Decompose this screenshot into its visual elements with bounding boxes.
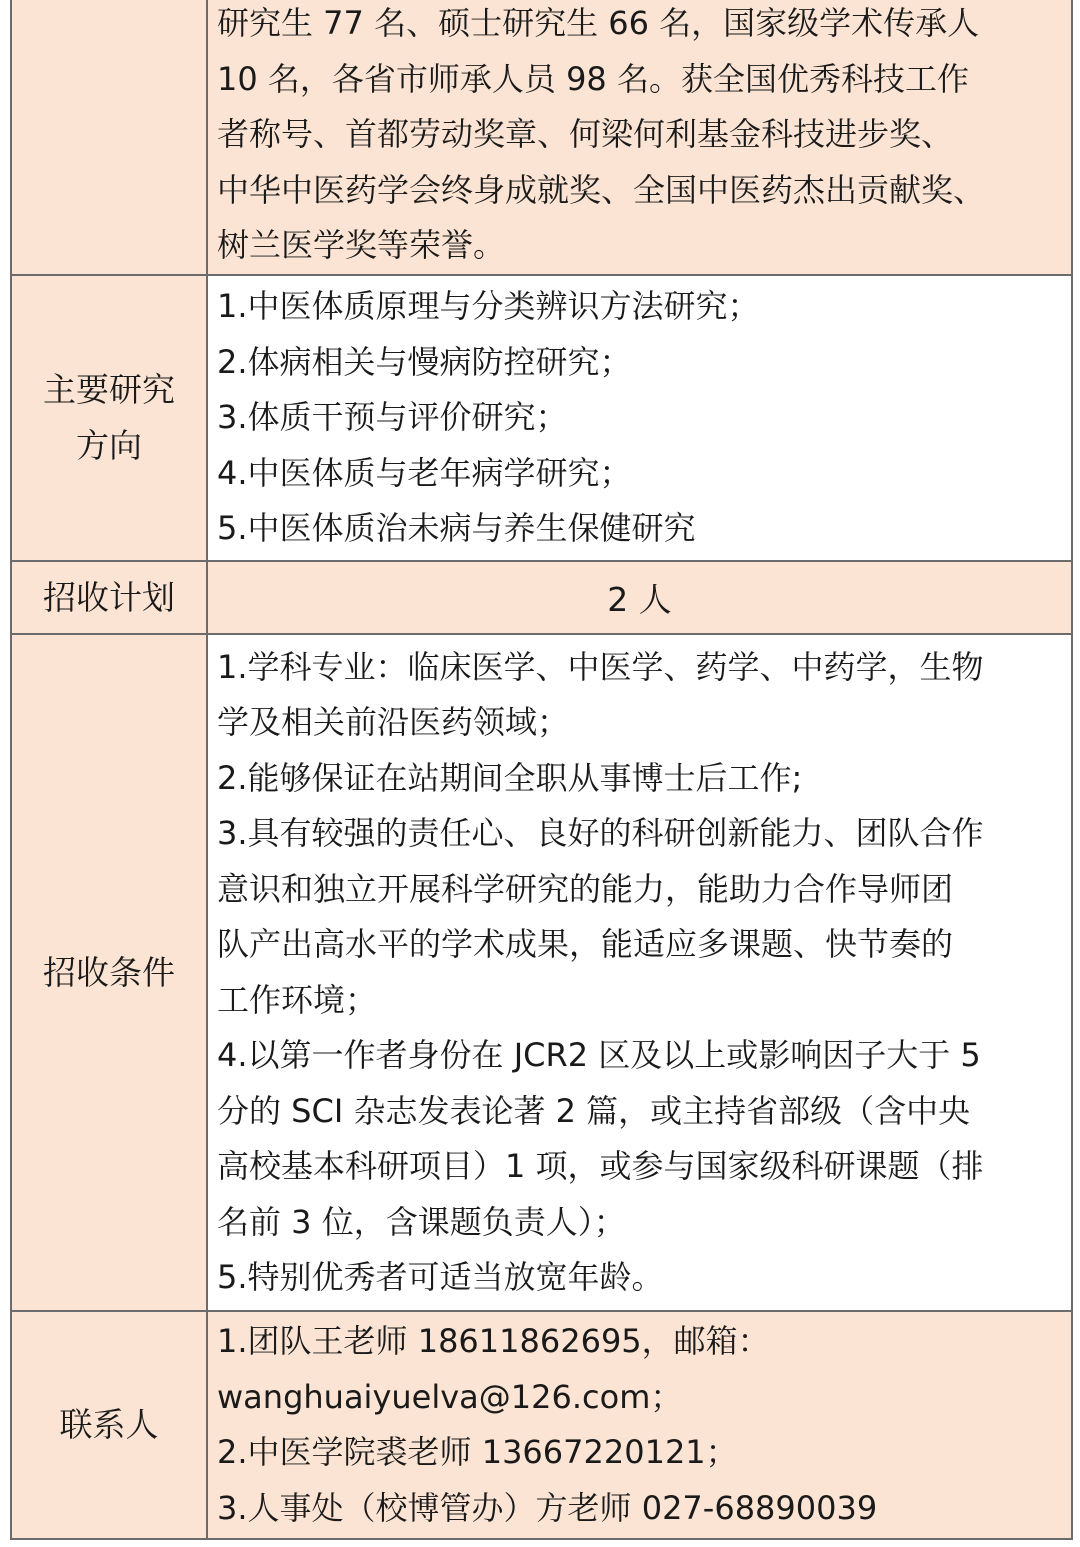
research-direction-label [11, 275, 207, 561]
achievements-line: 树兰医学奖等荣誉。 [217, 226, 506, 265]
condition-line: 队产出高水平的学术成果，能适应多课题、快节奏的 [217, 925, 954, 963]
research-direction-item: 1.中医体质原理与分类辨识方法研究； [217, 287, 760, 326]
condition-line: 高校基本科研项目）1 项，或参与国家级科研课题（排 [217, 1147, 984, 1185]
recruitment-table [10, 0, 1073, 1540]
recruitment-plan-value: 2 人 [207, 561, 1072, 634]
contact-label: 联系人 [11, 1311, 207, 1539]
research-direction-row [11, 275, 1072, 561]
condition-line: 意识和独立开展科学研究的能力，能助力合作导师团 [217, 869, 954, 908]
research-direction-item: 5.中医体质治未病与养生保健研究 [217, 509, 696, 548]
condition-line: 4.以第一作者身份在 JCR2 区及以上或影响因子大于 5 [217, 1036, 981, 1074]
condition-line: 名前 3 位，含课题负责人）； [217, 1202, 626, 1241]
condition-line: 学及相关前沿医药领域； [217, 703, 570, 741]
condition-line: 2.能够保证在站期间全职从事博士后工作; [217, 758, 803, 797]
recruitment-conditions-content [207, 634, 1072, 1311]
achievements-row [11, 0, 1072, 275]
recruitment-plan-label: 招收计划 [11, 561, 207, 634]
contact-line: 2.中医学院裘老师 13667220121； [217, 1433, 738, 1471]
contact-row [11, 1311, 1072, 1539]
achievements-line: 研究生 77 名、硕士研究生 66 名，国家级学术传承人 [217, 4, 980, 43]
contact-line: 3.人事处（校博管办）方老师 027-68890039 [217, 1488, 878, 1527]
condition-line: 1.学科专业：临床医学、中医学、药学、中药学，生物 [217, 647, 984, 686]
research-direction-item: 3.体质干预与评价研究； [217, 398, 568, 437]
condition-line: 工作环境； [217, 980, 378, 1019]
condition-line: 3.具有较强的责任心、良好的科研创新能力、团队合作 [217, 814, 984, 852]
condition-line: 5.特别优秀者可适当放宽年龄。 [217, 1258, 664, 1296]
achievements-line: 者称号、首都劳动奖章、何梁何利基金科技进步奖、 [217, 115, 954, 154]
research-direction-item: 4.中医体质与老年病学研究； [217, 453, 632, 492]
recruitment-plan-row [11, 561, 1072, 634]
recruitment-conditions-label: 招收条件 [11, 634, 207, 1311]
condition-line: 分的 SCI 杂志发表论著 2 篇，或主持省部级（含中央 [217, 1091, 971, 1130]
achievements-label-cell [11, 0, 207, 275]
achievements-line: 10 名，各省市师承人员 98 名。获全国优秀科技工作 [217, 59, 969, 98]
achievements-content [207, 0, 1072, 275]
research-direction-list [207, 275, 1072, 561]
research-direction-label-line: 方向 [76, 426, 142, 465]
research-direction-label-line: 主要研究 [43, 370, 175, 409]
research-direction-item: 2.体病相关与慢病防控研究； [217, 342, 632, 381]
contact-content [207, 1311, 1072, 1539]
contact-line: 1.团队王老师 18611862695，邮箱： [217, 1322, 770, 1360]
recruitment-conditions-row [11, 634, 1072, 1311]
contact-email[interactable]: wanghuaiyuelva@126.com； [217, 1377, 683, 1416]
achievements-line: 中华中医药学会终身成就奖、全国中医药杰出贡献奖、 [217, 170, 986, 209]
